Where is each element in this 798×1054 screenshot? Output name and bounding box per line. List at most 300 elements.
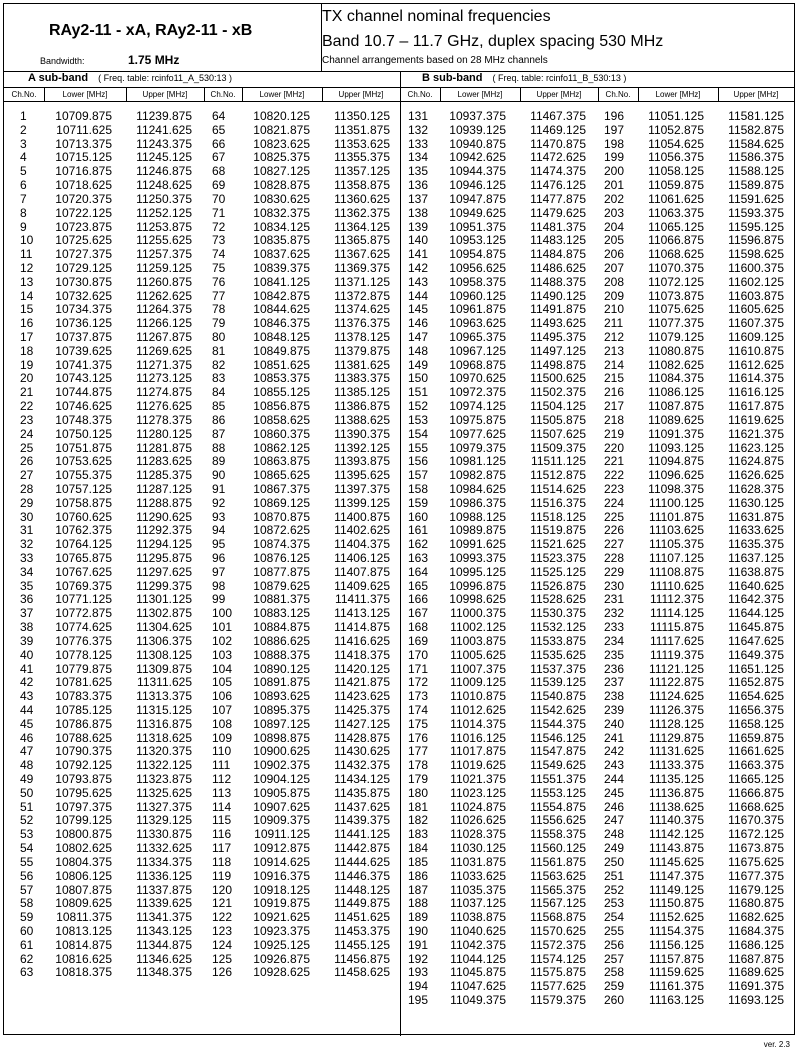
table-cell: 11381.625 xyxy=(334,357,390,372)
table-cell: 11257.375 xyxy=(136,247,192,262)
table-cell: 11609.125 xyxy=(728,330,784,344)
table-cell: 11525.125 xyxy=(530,564,586,579)
table-cell: 11327.375 xyxy=(136,799,192,814)
table-cell: 11066.875 xyxy=(648,233,704,248)
table-cell: 10764.125 xyxy=(55,537,112,552)
table-cell: 124 xyxy=(212,937,233,952)
table-cell: 52 xyxy=(20,813,34,828)
table-cell: 11483.125 xyxy=(530,233,586,248)
table-cell: 29 xyxy=(20,495,34,510)
table-cell: 11140.375 xyxy=(649,813,704,828)
table-cell: 11607.375 xyxy=(728,316,784,331)
table-cell: 11677.375 xyxy=(728,868,784,883)
colhdr-line xyxy=(440,87,441,101)
table-cell: 249 xyxy=(604,841,625,856)
table-cell: 11016.125 xyxy=(450,730,506,745)
table-cell: 10776.375 xyxy=(55,633,112,648)
table-cell: 10746.625 xyxy=(55,399,112,414)
table-cell: 168 xyxy=(408,620,429,635)
table-cell: 220 xyxy=(604,440,625,455)
table-cell: 70 xyxy=(212,191,226,206)
table-cell: 10856.875 xyxy=(253,399,310,414)
table-cell: 11150.875 xyxy=(649,896,704,911)
table-cell: 92 xyxy=(212,495,226,510)
table-cell: 11672.125 xyxy=(728,827,784,842)
table-cell: 64 xyxy=(212,109,226,123)
table-cell: 176 xyxy=(408,730,429,745)
table-cell: 10975.875 xyxy=(449,412,506,427)
table-cell: 107 xyxy=(212,702,233,717)
table-cell: 46 xyxy=(20,730,34,745)
table-cell: 145 xyxy=(408,302,429,317)
table-cell: 11021.375 xyxy=(450,772,506,786)
table-cell: 11068.625 xyxy=(648,247,704,262)
table-cell: 180 xyxy=(408,785,429,800)
table-cell: 10890.125 xyxy=(253,661,310,676)
table-cell: 163 xyxy=(408,551,429,565)
table-cell: 75 xyxy=(212,260,226,275)
table-cell: 69 xyxy=(212,178,226,193)
table-cell: 59 xyxy=(20,910,34,925)
table-cell: 11582.875 xyxy=(728,122,784,137)
colhdr-line xyxy=(520,87,521,101)
header-line-1: TX channel nominal frequencies xyxy=(322,8,551,25)
table-cell: 11666.875 xyxy=(728,785,784,800)
table-cell: 11507.625 xyxy=(530,426,586,441)
table-cell: 11323.875 xyxy=(136,772,192,786)
colhdr-line xyxy=(638,87,639,101)
table-cell: 11250.375 xyxy=(136,191,192,206)
table-cell: 11665.125 xyxy=(728,772,784,786)
table-cell: 10811.375 xyxy=(56,910,112,925)
table-cell: 11114.125 xyxy=(649,606,704,621)
table-cell: 219 xyxy=(604,426,625,441)
table-cell: 31 xyxy=(20,523,34,538)
table-cell: 11509.375 xyxy=(530,440,586,455)
subband-b-freq-table: ( Freq. table: rcinfo11_B_530:13 ) xyxy=(492,73,627,83)
table-cell: 174 xyxy=(408,702,429,717)
table-cell: 24 xyxy=(20,426,34,441)
table-cell: 188 xyxy=(408,896,429,911)
table-cell: 11535.625 xyxy=(530,647,586,662)
table-cell: 11288.875 xyxy=(136,495,192,510)
table-cell: 196 xyxy=(604,109,625,123)
table-cell: 11670.375 xyxy=(728,813,784,828)
table-cell: 116 xyxy=(212,827,232,842)
table-cell: 10835.875 xyxy=(253,233,310,248)
table-cell: 11512.875 xyxy=(530,468,586,483)
table-cell: 9 xyxy=(20,219,27,234)
colhdr-line xyxy=(126,87,127,101)
a2-upper-column xyxy=(330,110,390,980)
colhdr-line xyxy=(242,87,243,101)
table-cell: 11143.875 xyxy=(649,841,704,856)
table-cell: 205 xyxy=(604,233,625,248)
table-cell: 11554.875 xyxy=(530,799,586,814)
table-cell: 225 xyxy=(604,509,625,524)
table-cell: 11049.375 xyxy=(450,993,506,1007)
table-cell: 54 xyxy=(20,841,34,856)
table-cell: 11253.875 xyxy=(136,219,192,234)
table-cell: 10730.875 xyxy=(55,274,112,289)
table-cell: 10828.875 xyxy=(253,178,310,193)
table-cell: 11379.875 xyxy=(334,343,390,358)
table-cell: 10905.875 xyxy=(253,785,310,800)
table-cell: 11476.125 xyxy=(530,178,586,193)
table-cell: 11470.875 xyxy=(530,136,586,151)
table-cell: 236 xyxy=(604,661,625,676)
table-cell: 11336.125 xyxy=(136,868,192,883)
table-cell: 10841.125 xyxy=(253,274,310,289)
table-cell: 143 xyxy=(408,274,429,289)
table-cell: 10743.125 xyxy=(55,371,112,386)
table-cell: 10916.375 xyxy=(253,868,310,883)
table-cell: 153 xyxy=(408,412,429,427)
table-cell: 118 xyxy=(212,854,232,869)
table-cell: 36 xyxy=(20,592,34,607)
table-cell: 10944.375 xyxy=(449,164,506,179)
a2-ch-column xyxy=(212,110,232,980)
table-cell: 11421.875 xyxy=(334,675,390,690)
table-cell: 10998.625 xyxy=(449,592,506,607)
table-cell: 171 xyxy=(408,661,429,676)
table-cell: 10996.875 xyxy=(449,578,506,593)
table-cell: 11121.125 xyxy=(649,661,704,676)
table-cell: 10918.125 xyxy=(253,882,310,897)
table-cell: 11365.875 xyxy=(334,233,390,248)
table-cell: 138 xyxy=(408,205,429,220)
table-cell: 131 xyxy=(408,109,429,123)
table-cell: 173 xyxy=(408,689,429,704)
table-cell: 27 xyxy=(20,468,34,483)
table-cell: 11546.125 xyxy=(530,730,586,745)
table-cell: 10818.375 xyxy=(55,965,112,980)
table-cell: 11 xyxy=(20,247,33,262)
table-cell: 11152.625 xyxy=(649,910,704,925)
table-cell: 11073.875 xyxy=(648,288,704,303)
colhdr-b1-upper: Upper [MHz] xyxy=(536,90,582,99)
table-cell: 11255.625 xyxy=(136,233,192,248)
table-cell: 10919.875 xyxy=(253,896,310,911)
table-cell: 204 xyxy=(604,219,625,234)
table-cell: 257 xyxy=(604,951,625,966)
table-cell: 10765.875 xyxy=(55,551,112,565)
table-cell: 11278.375 xyxy=(136,412,192,427)
table-cell: 45 xyxy=(20,716,34,731)
table-cell: 10832.375 xyxy=(253,205,310,220)
table-cell: 11124.625 xyxy=(649,689,704,704)
table-cell: 34 xyxy=(20,564,34,579)
table-cell: 11295.875 xyxy=(136,551,192,565)
table-cell: 11239.875 xyxy=(136,109,192,123)
table-cell: 11037.125 xyxy=(450,896,506,911)
table-cell: 77 xyxy=(212,288,226,303)
table-cell: 11271.375 xyxy=(136,357,192,372)
table-cell: 104 xyxy=(212,661,233,676)
table-cell: 11668.625 xyxy=(728,799,784,814)
table-cell: 190 xyxy=(408,923,429,938)
table-cell: 112 xyxy=(212,772,232,786)
table-cell: 58 xyxy=(20,896,34,911)
table-cell: 10911.125 xyxy=(254,827,310,842)
table-cell: 10858.625 xyxy=(253,412,310,427)
table-cell: 11455.125 xyxy=(334,937,390,952)
table-cell: 11343.125 xyxy=(136,923,192,938)
table-cell: 11154.375 xyxy=(649,923,704,938)
table-cell: 26 xyxy=(20,454,34,469)
table-cell: 10940.875 xyxy=(449,136,506,151)
table-cell: 214 xyxy=(604,357,625,372)
table-cell: 11505.875 xyxy=(530,412,586,427)
table-cell: 39 xyxy=(20,633,34,648)
subband-a-name: A sub-band xyxy=(28,72,89,84)
table-cell: 11651.125 xyxy=(728,661,784,676)
table-cell: 11404.375 xyxy=(334,537,390,552)
table-cell: 11353.625 xyxy=(334,136,390,151)
table-cell: 10825.375 xyxy=(253,150,310,165)
table-cell: 11348.375 xyxy=(136,965,192,980)
table-cell: 11414.875 xyxy=(334,620,390,635)
table-cell: 11561.875 xyxy=(530,854,586,869)
table-cell: 10991.625 xyxy=(449,537,506,552)
table-cell: 11156.125 xyxy=(649,937,704,952)
table-cell: 216 xyxy=(604,385,625,400)
table-cell: 3 xyxy=(20,136,27,151)
table-cell: 11432.375 xyxy=(334,758,390,773)
table-cell: 11614.375 xyxy=(728,371,784,386)
table-cell: 11388.625 xyxy=(334,412,390,427)
table-cell: 82 xyxy=(212,357,226,372)
table-cell: 140 xyxy=(408,233,429,248)
table-cell: 10793.875 xyxy=(55,772,112,786)
rule-colhdr xyxy=(4,101,794,102)
table-cell: 238 xyxy=(604,689,625,704)
table-cell: 11077.375 xyxy=(648,316,704,331)
table-cell: 10984.625 xyxy=(449,481,506,496)
table-cell: 10912.875 xyxy=(253,841,310,856)
table-cell: 253 xyxy=(604,896,625,911)
table-cell: 11675.625 xyxy=(728,854,784,869)
table-cell: 160 xyxy=(408,509,429,524)
table-cell: 10800.875 xyxy=(55,827,112,842)
table-cell: 10869.125 xyxy=(253,495,310,510)
table-cell: 10757.125 xyxy=(55,481,112,496)
table-cell: 22 xyxy=(20,399,34,414)
table-cell: 11413.125 xyxy=(334,606,390,621)
table-cell: 11129.875 xyxy=(649,730,704,745)
table-cell: 10842.875 xyxy=(253,288,310,303)
table-cell: 11269.625 xyxy=(136,343,192,358)
table-cell: 11449.875 xyxy=(334,896,390,911)
table-cell: 30 xyxy=(20,509,34,524)
table-cell: 135 xyxy=(408,164,429,179)
table-cell: 13 xyxy=(20,274,34,289)
table-cell: 233 xyxy=(604,620,625,635)
table-cell: 10772.875 xyxy=(55,606,112,621)
colhdr-a2-lower: Lower [MHz] xyxy=(259,90,305,99)
table-cell: 11682.625 xyxy=(728,910,784,925)
table-cell: 11334.375 xyxy=(136,854,192,869)
table-cell: 223 xyxy=(604,481,625,496)
a1-upper-column xyxy=(132,110,192,980)
table-cell: 10711.625 xyxy=(56,122,112,137)
b2-upper-column xyxy=(724,110,784,1008)
page-title: RAy2-11 - xA, RAy2-11 - xB xyxy=(49,22,253,39)
table-cell: 11663.375 xyxy=(728,758,784,773)
table-cell: 11350.125 xyxy=(334,109,390,123)
table-cell: 10788.625 xyxy=(55,730,112,745)
b1-lower-column xyxy=(446,110,506,1008)
table-cell: 2 xyxy=(20,122,27,137)
table-cell: 10863.875 xyxy=(253,454,310,469)
table-cell: 10760.625 xyxy=(55,509,112,524)
table-cell: 11600.375 xyxy=(728,260,784,275)
table-cell: 246 xyxy=(604,799,625,814)
table-cell: 10 xyxy=(20,233,34,248)
table-cell: 217 xyxy=(604,399,625,414)
table-cell: 11252.125 xyxy=(136,205,192,220)
table-cell: 11052.875 xyxy=(648,122,704,137)
table-cell: 11642.375 xyxy=(728,592,784,607)
table-cell: 10814.875 xyxy=(55,937,112,952)
table-cell: 10790.375 xyxy=(55,744,112,759)
table-cell: 121 xyxy=(212,896,233,911)
table-cell: 10949.625 xyxy=(449,205,506,220)
table-cell: 201 xyxy=(604,178,625,193)
table-cell: 248 xyxy=(604,827,625,842)
table-cell: 16 xyxy=(20,316,34,331)
table-cell: 10921.625 xyxy=(253,910,310,925)
table-cell: 11002.125 xyxy=(450,620,506,635)
bandwidth-value: 1.75 MHz xyxy=(128,53,180,67)
table-cell: 11045.875 xyxy=(450,965,506,980)
table-cell: 10937.375 xyxy=(449,109,506,123)
table-cell: 11063.375 xyxy=(648,205,704,220)
table-cell: 6 xyxy=(20,178,27,193)
header-line-3: Channel arrangements based on 28 MHz channels xyxy=(322,55,548,66)
table-cell: 206 xyxy=(604,247,625,262)
table-cell: 10851.625 xyxy=(253,357,310,372)
table-cell: 90 xyxy=(212,468,226,483)
table-cell: 146 xyxy=(408,316,429,331)
table-cell: 10982.875 xyxy=(449,468,506,483)
table-cell: 11089.625 xyxy=(648,412,704,427)
table-cell: 11617.875 xyxy=(728,399,784,414)
table-cell: 8 xyxy=(20,205,27,220)
table-cell: 183 xyxy=(408,827,429,842)
table-cell: 106 xyxy=(212,689,233,704)
table-cell: 11274.875 xyxy=(136,385,192,400)
table-cell: 11553.125 xyxy=(530,785,586,800)
table-cell: 11161.375 xyxy=(649,979,704,994)
table-cell: 84 xyxy=(212,385,226,400)
colhdr-a2-ch: Ch.No. xyxy=(210,90,236,99)
table-cell: 125 xyxy=(212,951,233,966)
table-cell: 10809.625 xyxy=(55,896,112,911)
table-cell: 99 xyxy=(212,592,226,607)
colhdr-a1-lower: Lower [MHz] xyxy=(62,90,108,99)
table-cell: 10781.625 xyxy=(55,675,112,690)
table-cell: 11322.125 xyxy=(136,758,192,773)
a1-ch-column xyxy=(20,110,33,980)
table-cell: 10884.875 xyxy=(253,620,310,635)
table-cell: 11378.125 xyxy=(334,330,390,344)
table-cell: 11500.625 xyxy=(530,371,586,386)
table-cell: 11308.125 xyxy=(136,647,192,662)
table-cell: 11490.125 xyxy=(530,288,586,303)
table-cell: 231 xyxy=(604,592,625,607)
colhdr-a1-upper: Upper [MHz] xyxy=(142,90,188,99)
table-cell: 20 xyxy=(20,371,34,386)
table-cell: 11453.375 xyxy=(334,923,390,938)
b1-upper-column xyxy=(526,110,586,1008)
table-cell: 11133.375 xyxy=(649,758,704,773)
table-cell: 10755.375 xyxy=(55,468,112,483)
table-cell: 10951.375 xyxy=(449,219,506,234)
table-cell: 11260.875 xyxy=(136,274,192,289)
table-cell: 11264.375 xyxy=(136,302,192,317)
colhdr-a1-ch: Ch.No. xyxy=(11,90,37,99)
table-cell: 10792.125 xyxy=(55,758,112,773)
table-cell: 11539.125 xyxy=(530,675,586,690)
table-cell: 10725.625 xyxy=(55,233,112,248)
table-cell: 71 xyxy=(212,205,226,220)
table-cell: 11012.625 xyxy=(450,702,506,717)
table-cell: 10965.375 xyxy=(449,330,506,344)
table-cell: 4 xyxy=(20,150,27,165)
table-cell: 11093.125 xyxy=(648,440,704,455)
table-cell: 10799.125 xyxy=(55,813,112,828)
table-cell: 10709.875 xyxy=(55,109,112,123)
table-cell: 11427.125 xyxy=(334,716,390,731)
table-cell: 11369.375 xyxy=(334,260,390,275)
table-cell: 241 xyxy=(604,730,625,745)
table-cell: 10718.625 xyxy=(55,178,112,193)
table-cell: 11358.875 xyxy=(334,178,390,193)
table-cell: 228 xyxy=(604,551,625,565)
table-cell: 108 xyxy=(212,716,233,731)
table-cell: 41 xyxy=(20,661,34,676)
table-cell: 10988.125 xyxy=(449,509,506,524)
table-cell: 10900.625 xyxy=(253,744,310,759)
table-cell: 11540.875 xyxy=(530,689,586,704)
table-cell: 38 xyxy=(20,620,34,635)
table-cell: 11518.125 xyxy=(530,509,586,524)
table-cell: 207 xyxy=(604,260,625,275)
table-cell: 260 xyxy=(604,993,625,1007)
table-cell: 17 xyxy=(20,330,34,344)
table-cell: 10953.125 xyxy=(449,233,506,248)
table-cell: 11115.875 xyxy=(649,620,704,635)
table-cell: 10963.625 xyxy=(449,316,506,331)
table-cell: 47 xyxy=(20,744,34,759)
table-cell: 11346.625 xyxy=(136,951,192,966)
table-cell: 10881.375 xyxy=(253,592,310,607)
subband-a-title xyxy=(28,72,232,84)
table-cell: 11504.125 xyxy=(530,399,586,414)
table-cell: 11149.125 xyxy=(649,882,704,897)
table-cell: 11315.125 xyxy=(136,702,192,717)
table-cell: 11395.625 xyxy=(334,468,390,483)
table-cell: 11009.125 xyxy=(450,675,506,690)
table-cell: 11128.125 xyxy=(649,716,704,731)
table-cell: 11245.125 xyxy=(136,150,192,165)
table-cell: 10744.875 xyxy=(55,385,112,400)
table-cell: 12 xyxy=(20,260,34,275)
table-cell: 11080.875 xyxy=(648,343,704,358)
table-cell: 172 xyxy=(408,675,429,690)
table-cell: 44 xyxy=(20,702,34,717)
